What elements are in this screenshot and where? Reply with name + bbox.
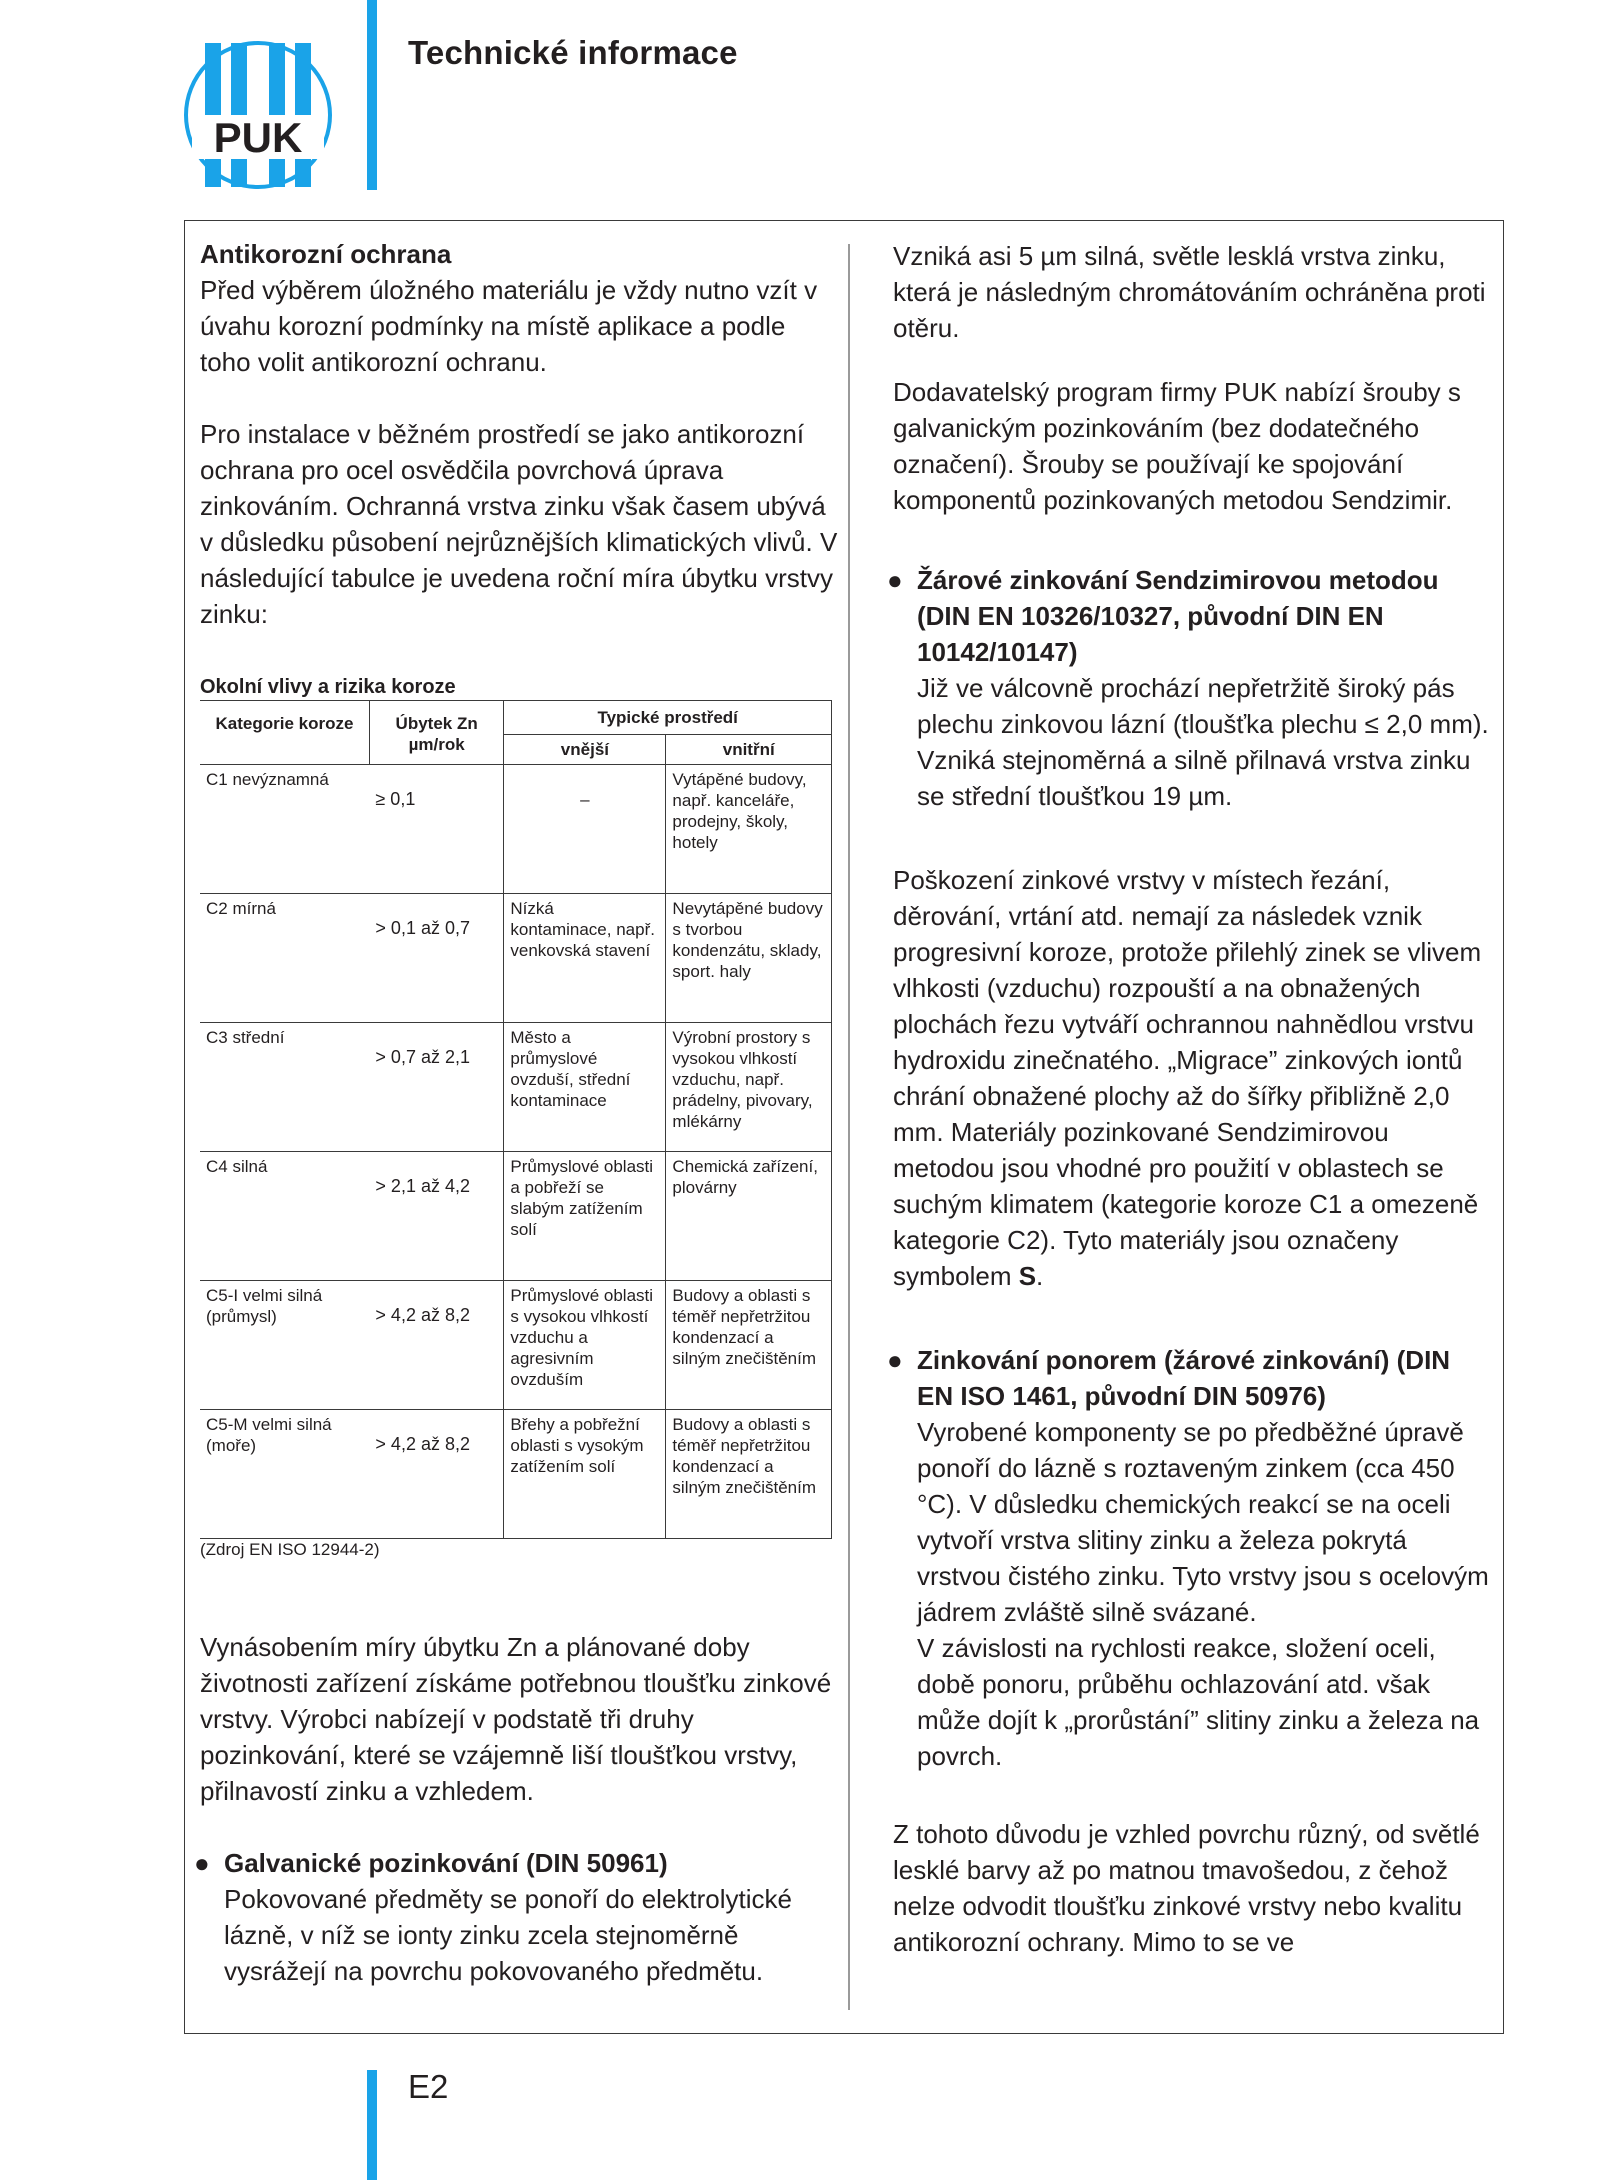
cell-rate: > 0,1 až 0,7	[369, 894, 503, 1023]
section-heading: Antikorozní ochrana	[200, 239, 452, 269]
cell-internal: Výrobní prostory s vysokou vlhkostí vzduchu, např. prádelny, pivovary, mlékárny	[666, 1023, 832, 1152]
table-row	[200, 1410, 832, 1539]
intro-paragraph: Před výběrem úložného materiálu je vždy nutno vzít v úvahu korozní podmínky na místě aplikace a podle toho volit antikorozní ochranu.	[200, 275, 818, 377]
left-column	[194, 236, 840, 2025]
cell-category: C4 silná	[200, 1152, 369, 1281]
table-row	[200, 894, 832, 1023]
corrosion-table-block	[200, 674, 840, 1561]
cell-internal: Budovy a oblasti s téměř nepřetržitou kondenzací a silným znečištěním	[666, 1281, 832, 1410]
program-paragraph: Dodavatelský program firmy PUK nabízí šrouby s galvanickým pozinkováním (bez dodatečného označení). Šrouby se používají ke spojování komponentů pozinkovaných metodou Sendzimir.	[893, 377, 1461, 515]
bullet-title: Galvanické pozinkování (DIN 50961)	[224, 1848, 668, 1878]
cell-external: Nízká kontaminace, např. venkovská stavení	[504, 894, 666, 1023]
cell-category: C1 nevýznamná	[200, 765, 369, 894]
cell-rate: > 4,2 až 8,2	[369, 1410, 503, 1539]
bullet-text: Pokovované předměty se ponoří do elektrolytické lázně, v níž se ionty zinku zcela stejnoměrně vysrážejí na povrchu pokovovaného předmětu.	[224, 1884, 792, 1986]
zinc-paragraph: Pro instalace v běžném prostředí se jako antikorozní ochrana pro ocel osvědčila povrchová úprava zinkováním. Ochranná vrstva zinku však časem ubývá v důsledku působení nejrůznějších klimatických vlivů. V následující tabulce je uvedena roční míra úbytku vrstvy zinku:	[200, 419, 838, 629]
table-caption: Okolní vlivy a rizika koroze	[200, 676, 456, 698]
bullet-title: Žárové zinkování Sendzimirovou metodou (DIN EN 10326/10327, původní DIN EN 10142/10147)	[917, 565, 1439, 667]
table-row	[200, 765, 832, 894]
th-category: Kategorie koroze	[200, 701, 369, 765]
cell-category: C3 střední	[200, 1023, 369, 1152]
right-column	[887, 238, 1493, 1960]
cell-internal: Chemická zařízení, plovárny	[666, 1152, 832, 1281]
layer-paragraph: Vzniká asi 5 µm silná, světle lesklá vrstva zinku, která je následným chromátováním ochráněna proti otěru.	[893, 241, 1486, 343]
bullet-icon: ●	[887, 565, 903, 595]
cell-internal: Budovy a oblasti s téměř nepřetržitou kondenzací a silným znečištěním	[666, 1410, 832, 1539]
bullet-galvanic	[194, 1845, 840, 1989]
cell-category: C5-I velmi silná (průmysl)	[200, 1281, 369, 1410]
header-accent-bar	[367, 0, 377, 190]
cell-rate: > 2,1 až 4,2	[369, 1152, 503, 1281]
bullet-icon: ●	[194, 1848, 210, 1878]
bullet-hot-dip	[887, 1342, 1493, 1774]
thickness-paragraph: Vynásobením míry úbytku Zn a plánované doby životnosti zařízení získáme potřebnou tloušťku zinkové vrstvy. Výrobci nabízejí v podstatě tři druhy pozinkování, které se vzájemně liší tloušťkou vrstvy, přilnavostí zinku a vzhledem.	[200, 1632, 832, 1806]
cell-external: Průmyslové oblasti s vysokou vlhkostí vzduchu a agresivním ovzduším	[504, 1281, 666, 1410]
damage-text: Poškození zinkové vrstvy v místech řezání, děrování, vrtání atd. nemají za následek vznik progresivní koroze, protože přilehlý zinek se vlivem vlhkosti (vzduchu) rozpouští a na obnažených plochách řezu vytváří ochrannou nahnědlou vrstvu hydroxidu zinečnatého. „Migrace” zinkových iontů chrání obnažené plochy až do šířky přibližně 2,0 mm. Materiály pozinkované Sendzimirovou metodou jsou vhodné pro použití v oblastech se suchým klimatem (kategorie koroze C1 a omezeně kategorie C2). Tyto materiály jsou označeny symbolem	[893, 865, 1482, 1291]
cell-external: Průmyslové oblasti a pobřeží se slabým zatížením solí	[504, 1152, 666, 1281]
cell-internal: Vytápěné budovy, např. kanceláře, prodejny, školy, hotely	[666, 765, 832, 894]
cell-external: –	[504, 765, 666, 894]
cell-category: C2 mírná	[200, 894, 369, 1023]
appearance-paragraph: Z tohoto důvodu je vzhled povrchu různý, od světlé lesklé barvy až po matnou tmavošedou, z čehož nelze odvodit tloušťku zinkové vrstvy nebo kvalitu antikorozní ochrany. Mimo to se ve	[893, 1819, 1480, 1957]
table-row	[200, 1281, 832, 1410]
cell-rate: ≥ 0,1	[369, 765, 503, 894]
puk-logo	[183, 40, 333, 190]
page-number: E2	[408, 2068, 449, 2105]
corrosion-table	[200, 700, 832, 1539]
symbol-s: S	[1018, 1261, 1037, 1291]
th-internal: vnitřní	[666, 735, 832, 765]
cell-internal: Nevytápěné budovy s tvorbou kondenzátu, sklady, sport. haly	[666, 894, 832, 1023]
bullet-sendzimir	[887, 562, 1493, 814]
page-title: Technické informace	[408, 34, 738, 71]
cell-external: Břehy a pobřežní oblasti s vysokým zatížením solí	[504, 1410, 666, 1539]
damage-paragraph	[893, 862, 1493, 1294]
table-source: (Zdroj EN ISO 12944-2)	[200, 1540, 380, 1559]
cell-category: C5-M velmi silná (moře)	[200, 1410, 369, 1539]
logo-text: PUK	[213, 114, 303, 161]
footer-accent-bar	[367, 2070, 377, 2180]
bullet-title: Zinkování ponorem (žárové zinkování) (DIN EN ISO 1461, původní DIN 50976)	[917, 1345, 1451, 1411]
column-divider	[848, 244, 850, 2010]
cell-rate: > 4,2 až 8,2	[369, 1281, 503, 1410]
damage-text-end: .	[1036, 1261, 1044, 1291]
bullet-text: Již ve válcovně prochází nepřetržitě široký pás plechu zinkovou lázní (tloušťka plechu ≤ 2,0 mm). Vzniká stejnoměrná a silně přilnavá vrstva zinku se střední tloušťkou 19 µm.	[917, 673, 1489, 811]
table-row	[200, 1023, 832, 1152]
th-environment: Typické prostředí	[504, 701, 832, 735]
cell-external: Město a průmyslové ovzduší, střední kontaminace	[504, 1023, 666, 1152]
cell-rate: > 0,7 až 2,1	[369, 1023, 503, 1152]
bullet-text: Vyrobené komponenty se po předběžné úpravě ponoří do lázně s roztaveným zinkem (cca 450 °C). V důsledku chemických reakcí se na oceli vytvoří vrstva slitiny zinku a železa pokrytá vrstvou čistého zinku. Tyto vrstvy jsou s ocelovým jádrem zvláště silně svázané.	[917, 1417, 1489, 1627]
th-rate: Úbytek Zn µm/rok	[369, 701, 503, 765]
table-row	[200, 1152, 832, 1281]
bullet-icon: ●	[887, 1345, 903, 1375]
bullet-text: V závislosti na rychlosti reakce, složení oceli, době ponoru, průběhu ochlazování atd. však může dojít k „prorůstání” slitiny zinku a železa na povrch.	[917, 1633, 1480, 1771]
th-external: vnější	[504, 735, 666, 765]
